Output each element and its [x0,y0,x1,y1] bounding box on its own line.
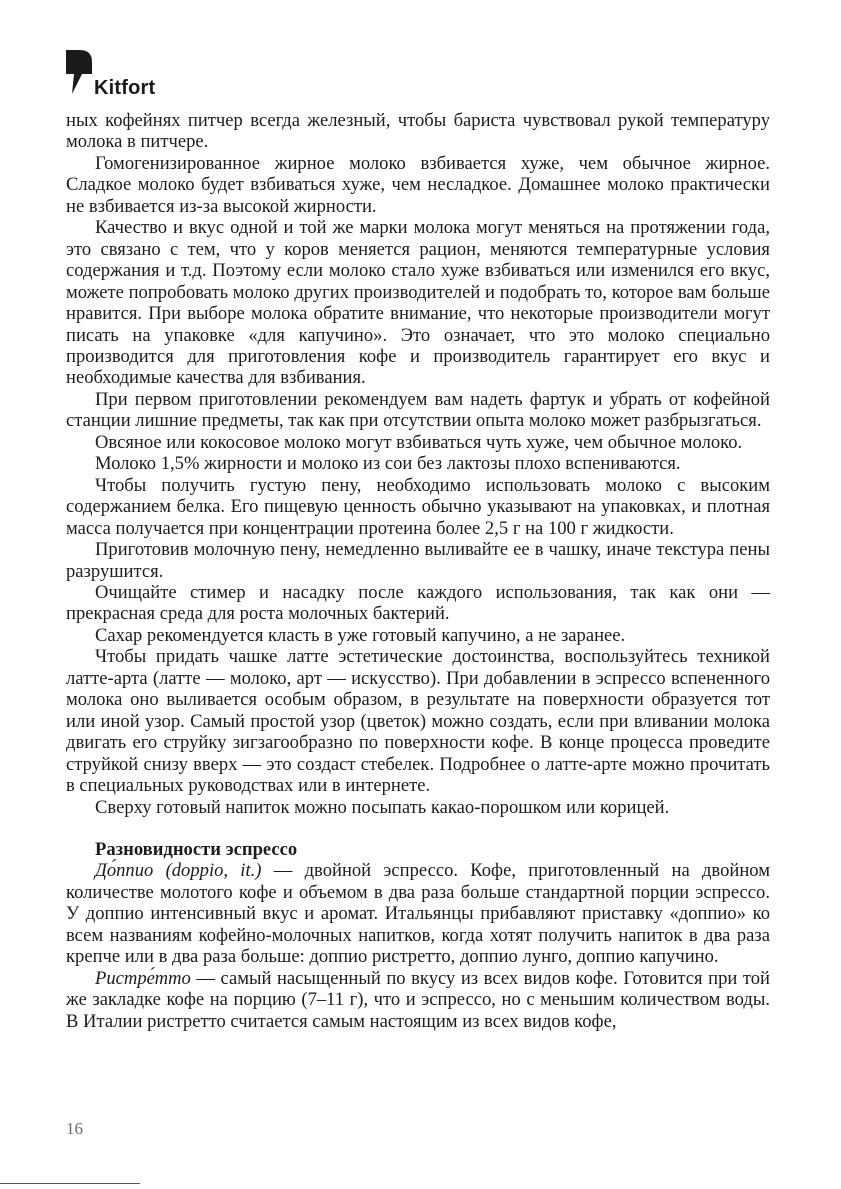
paragraph: Чтобы получить густую пену, необходимо использовать молоко с высоким содержанием белка. Его пищевую ценность обычно указывают на упаковках, и плотная масса получается при концентрации протеина более 2,5 г на 100 г жидкости. [66,474,770,539]
page-number: 16 [66,1119,83,1138]
paragraph: Сахар рекомендуется класть в уже готовый капучино, а не заранее. [95,624,626,646]
crop-mark [0,1183,140,1184]
section-heading: Разновидности эспрессо [95,838,298,860]
kitfort-logo [66,50,176,98]
brand-name: Kitfort [94,77,156,99]
paragraph: Чтобы придать чашке латте эстетические достоинства, воспользуйтесь техникой латте-арта (латте — молоко, арт — искусство). При добавлении в эспрессо вспененного молока оно выливается особым образом, в результате на поверхности образуется тот или иной узор. Самый простой узор (цветок) можно создать, если при вливании молока двигать его струйку зигзагообразно по поверхности кофе. В конце процесса проведите струйкой снизу вверх — это создаст стебелек. Подробнее о латте-арте можно прочитать в специальных руководствах или в интернете. [66,646,770,797]
definition-text: — самый насыщенный по вкусу из всех видов кофе. Готовится при той же закладке кофе на порцию (7–11 г), что и эспрессо, но с меньшим количеством воды. В Италии ристретто считается самым настоящим из всех видов кофе, [66,967,770,1032]
logo-mark-icon [66,50,92,94]
definition-term: До́ппио (doppio, it.) [95,860,262,882]
paragraph: Качество и вкус одной и той же марки молока могут меняться на протяжении года, это связано с тем, что у коров меняется рацион, меняются температурные условия содержания и т.д. Поэтому если молоко стало хуже взбиваться или изменился его вкус, можете попробовать молоко других производителей и подобрать то, которое вам больше нравится. При выборе молока обратите внимание, что некоторые производители могут писать на упаковке «для капучино». Это означает, что это молоко специально производится для приготовления кофе и производитель гарантирует его вкус и необходимые качества для взбивания. [66,217,770,389]
paragraph: Гомогенизированное жирное молоко взбивается хуже, чем обычное жирное. Сладкое молоко будет взбиваться хуже, чем несладкое. Домашнее молоко практически не взбивается из-за высокой жирности. [66,152,770,217]
definition-term: Ристре́тто [95,967,191,989]
definition-paragraph [66,860,770,967]
definition-paragraph [66,968,770,1032]
paragraph: Молоко 1,5% жирности и молоко из сои без лактозы плохо вспениваются. [95,453,681,475]
paragraph: Приготовив молочную пену, немедленно выливайте ее в чашку, иначе текстура пены разрушится. [66,539,770,582]
definition-text: — двойной эспрессо. Кофе, приготовленный на двойном количестве молотого кофе и объемом в два раза больше стандартной порции эспрессо. У доппио интенсивный вкус и аромат. Итальянцы прибавляют приставку «доппио» ко всем названиям кофейно-молочных напитков, когда хотят получить напиток в два раза крепче или в два раза больше: доппио ристретто, доппио лунго, доппио капучино. [66,860,770,968]
paragraph: Очищайте стимер и насадку после каждого использования, так как они — прекрасная среда для роста молочных бактерий. [66,581,770,625]
paragraph: При первом приготовлении рекомендуем вам надеть фартук и убрать от кофейной станции лишние предметы, так как при отсутствии опыта молоко может разбрызгаться. [66,388,770,432]
document-body [66,110,770,1032]
paragraph: Сверху готовый напиток можно посыпать какао-порошком или корицей. [95,796,670,818]
paragraph: Овсяное или кокосовое молоко могут взбиваться чуть хуже, чем обычное молоко. [95,431,743,453]
paragraph: ных кофейнях питчер всегда железный, чтобы бариста чувствовал рукой температуру молока в питчере. [66,110,770,153]
